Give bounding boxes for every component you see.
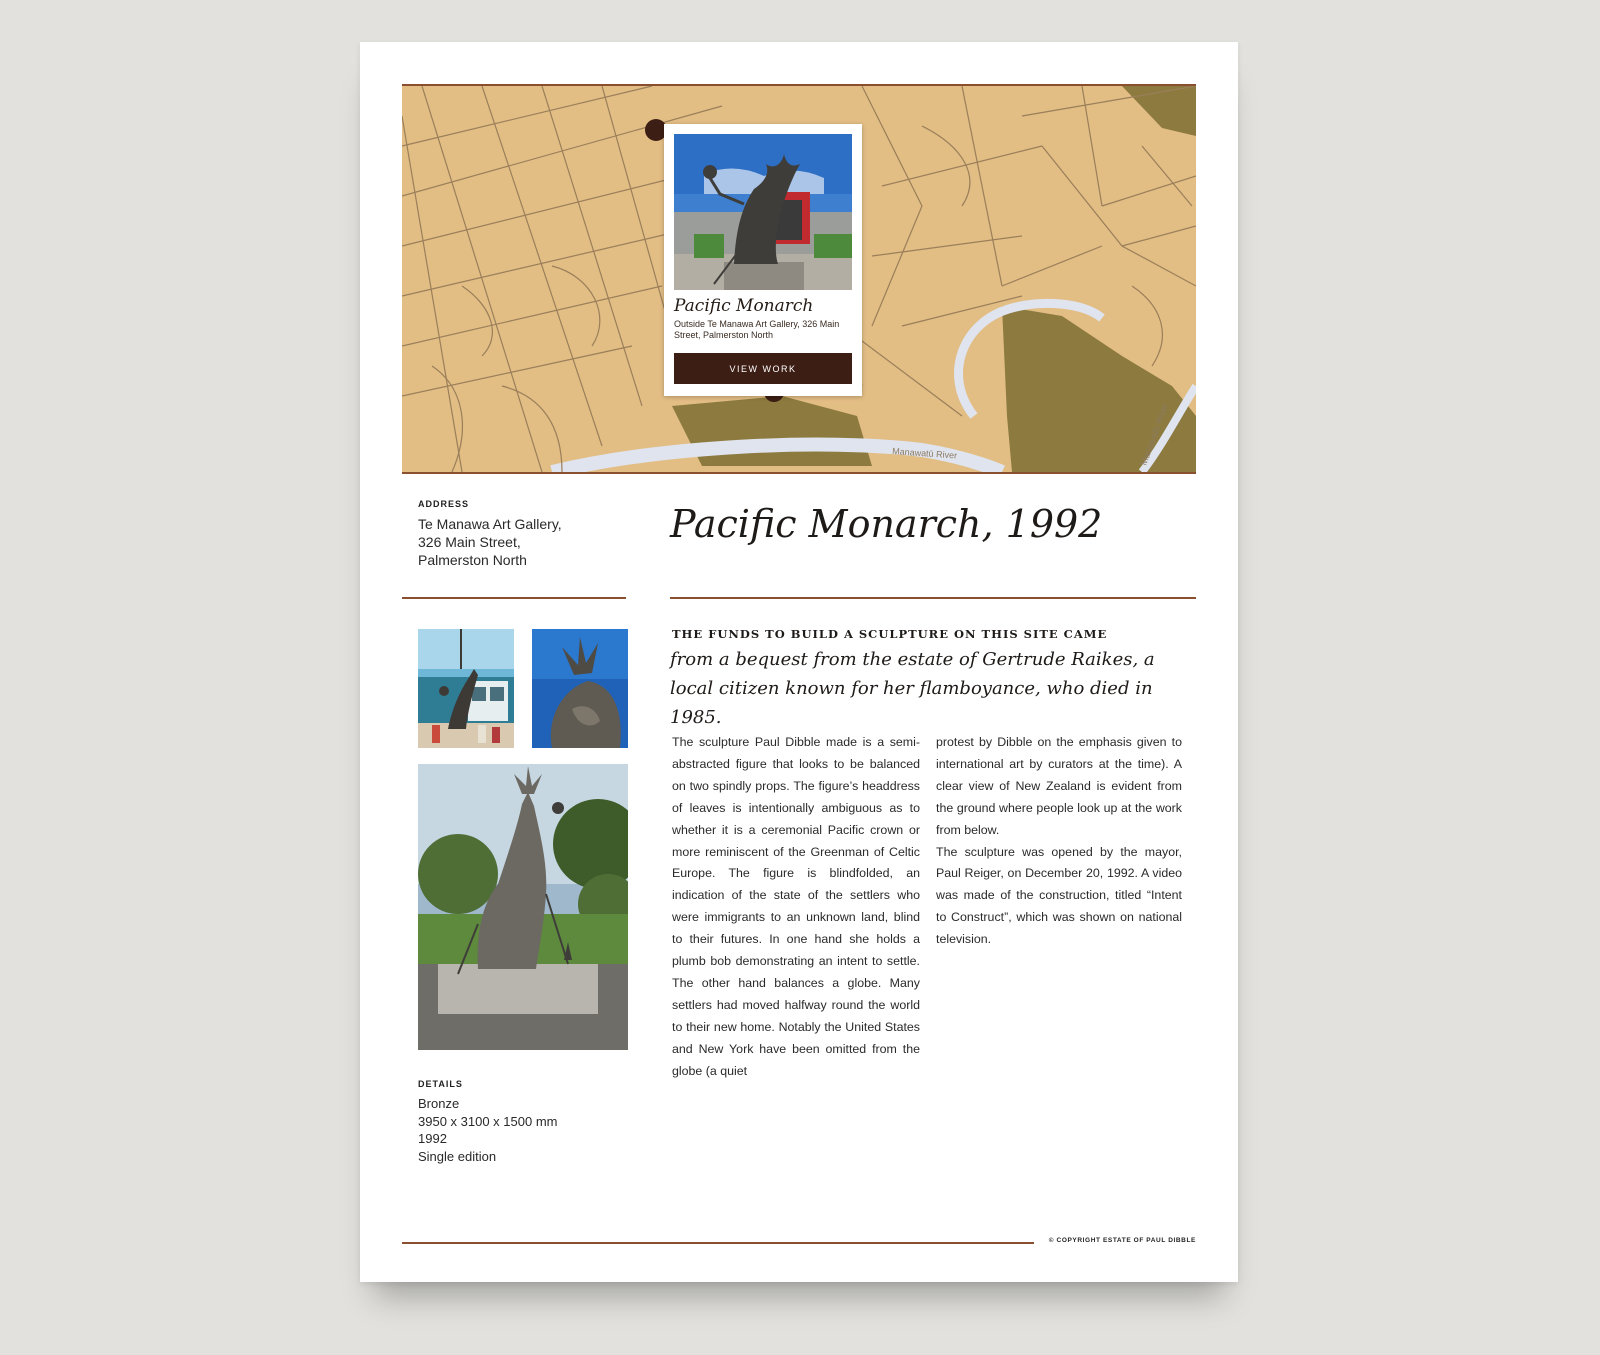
construction-photo — [418, 629, 514, 748]
body-paragraph: The sculpture was opened by the mayor, Paul Reiger, on December 20, 1992. A video was made of the construction, titled “Intent to Construct”, which was shown on national television. — [936, 844, 1182, 947]
popup-title: Pacific Monarch — [674, 296, 814, 316]
intro-caps: THE FUNDS TO BUILD A SCULPTURE ON THIS SITE CAME — [672, 627, 1108, 641]
sculpture-park-photo — [418, 764, 628, 1050]
body-paragraph: protest by Dibble on the emphasis given to international art by curators at the time). A clear view of New Zealand is evident from the ground where people look up at the work from below. — [936, 735, 1182, 837]
map-popup-card — [664, 124, 862, 396]
river-label: Manawatū River — [1138, 402, 1171, 467]
location-map[interactable] — [402, 84, 1196, 474]
park-area — [1002, 306, 1196, 472]
details-list — [418, 1095, 618, 1165]
headdress-detail-photo — [532, 629, 628, 748]
body-column-1 — [672, 732, 920, 1083]
sculpture-photo — [674, 134, 852, 290]
detail-material: Bronze — [418, 1096, 460, 1111]
address-label: ADDRESS — [418, 499, 470, 509]
view-work-button[interactable]: VIEW WORK — [674, 353, 852, 384]
details-label: DETAILS — [418, 1079, 463, 1089]
river-label: Manawatū River — [891, 446, 958, 461]
detail-dimensions: 3950 x 3100 x 1500 mm — [418, 1113, 558, 1129]
address-text: Te Manawa Art Gallery, 326 Main Street, Palmerston North — [418, 516, 562, 568]
address-section — [418, 499, 618, 569]
intro-italic: from a bequest from the estate of Gertrude Raikes, a local citizen known for her flamboyance, who died in 1985. — [670, 649, 1155, 728]
detail-year: 1992 — [418, 1131, 447, 1146]
document-page — [360, 42, 1238, 1282]
page-title: Pacific Monarch, 1992 — [670, 502, 1103, 546]
divider — [402, 597, 626, 599]
divider — [670, 597, 1196, 599]
copyright-notice: © COPYRIGHT ESTATE OF PAUL DIBBLE — [1048, 1237, 1196, 1244]
footer-divider — [402, 1242, 1034, 1244]
body-column-2 — [936, 732, 1182, 951]
popup-address: Outside Te Manawa Art Gallery, 326 Main Street, Palmerston North — [674, 319, 840, 340]
details-section — [418, 1079, 618, 1165]
body-paragraph: The sculpture Paul Dibble made is a semi-abstracted figure that looks to be balanced on two spindly props. The figure’s headdress of leaves is intentionally ambiguous as to whether it is a ceremonial Pacific crown or more reminiscent of the Greenman of Celtic Europe. The figure is blindfolded, an indication of the state of the settlers who were immigrants to an unknown land, blind to their futures. In one hand she holds a plumb bob demonstrating an intent to settle. The other hand balances a globe. Many settlers had moved halfway round the world to their new home. Notably the United States and New York have been omitted from the globe (a quiet — [672, 735, 920, 1078]
detail-edition: Single edition — [418, 1148, 497, 1164]
park-area — [1122, 86, 1196, 136]
